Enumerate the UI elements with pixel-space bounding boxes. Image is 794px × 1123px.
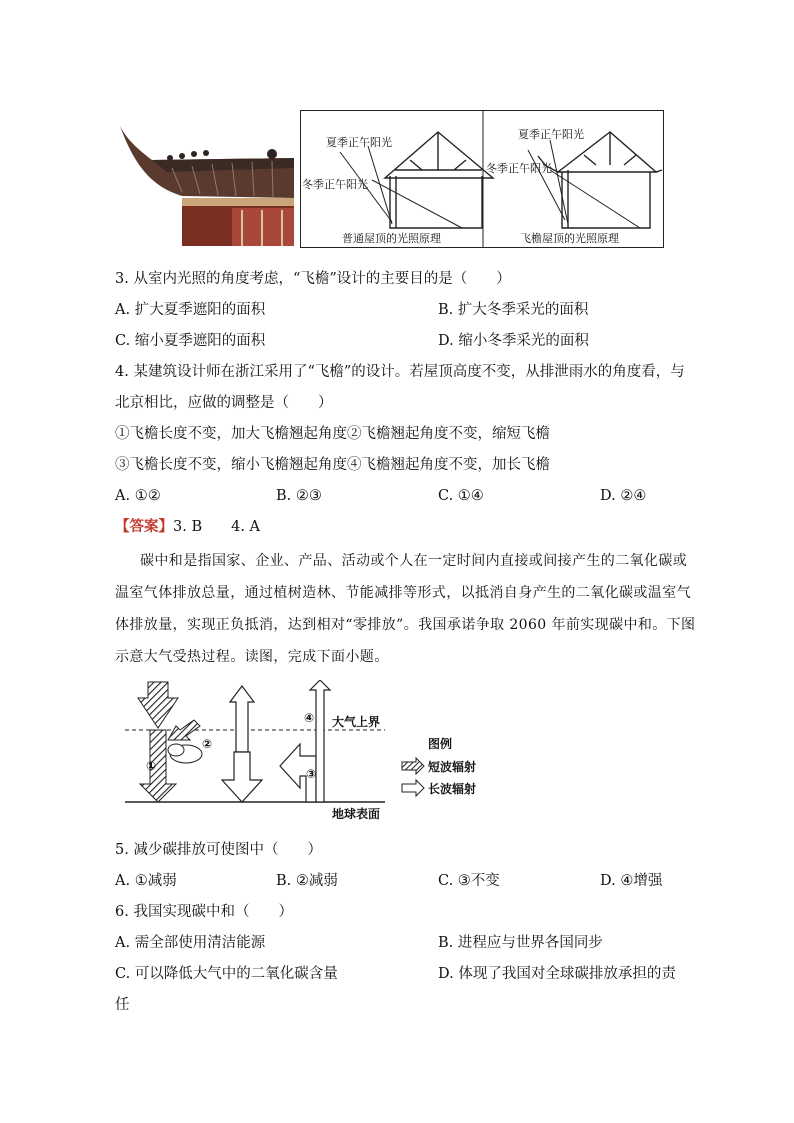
right-caption: 飞檐屋顶的光照原理 [520,232,619,245]
left-caption: 普通屋顶的光照原理 [342,232,441,245]
passage-line-4: 示意大气受热过程。读图，完成下面小题。 [115,649,389,665]
legend-short-wave: 短波辐射 [428,760,477,774]
q6-option-d-continued: 任 [115,997,130,1013]
legend-long-wave: 长波辐射 [428,782,477,796]
answer-line [115,517,260,537]
right-summer-label: 夏季正午阳光 [518,128,584,141]
earth-surface-label: 地球表面 [332,807,381,821]
q4-statements-1: ①飞檐长度不变，加大飞檐翘起角度②飞檐翘起角度不变，缩短飞檐 [115,426,550,442]
q6-stem: 6. 我国实现碳中和（ ） [115,904,293,920]
top-of-atmosphere-label: 大气上界 [332,715,381,729]
q6-option-a[interactable]: A. 需全部使用清洁能源 [115,935,266,951]
answer-text: 3. B 4. A [173,519,261,535]
q5-option-b[interactable]: B. ②减弱 [276,873,338,889]
q4-option-b[interactable]: B. ②③ [276,488,322,504]
short-wave-arrow-icon [402,758,424,774]
q3-option-b[interactable]: B. 扩大冬季采光的面积 [438,302,589,318]
marker-2: ② [202,737,213,751]
marker-4: ④ [304,711,315,725]
q4-stem: 4. 某建筑设计师在浙江采用了“飞檐”的设计。若屋顶高度不变，从排泄雨水的角度看，与 [115,364,685,380]
legend-title: 图例 [428,737,453,751]
long-wave-arrow-icon [402,780,424,796]
flying-eaves-photo [112,118,294,246]
q6-option-b[interactable]: B. 进程应与世界各国同步 [438,935,603,951]
q4-option-d[interactable]: D. ②④ [600,488,647,504]
q3-stem: 3. 从室内光照的角度考虑，“飞檐”设计的主要目的是（ ） [115,271,511,287]
q6-option-d[interactable]: D. 体现了我国对全球碳排放承担的责 [438,966,676,982]
left-winter-label: 冬季正午阳光 [302,178,368,191]
q5-option-a[interactable]: A. ①减弱 [115,873,177,889]
passage-line-2: 温室气体排放总量，通过植树造林、节能减排等形式，以抵消自身产生的二氧化碳或温室气 [115,585,691,601]
q4-stem-continued: 北京相比，应做的调整是（ ） [115,395,333,411]
q5-option-c[interactable]: C. ③不变 [438,873,500,889]
q3-option-a[interactable]: A. 扩大夏季遮阳的面积 [115,302,266,318]
marker-1: ① [146,759,157,773]
q5-stem: 5. 减少碳排放可使图中（ ） [115,842,322,858]
roof-lighting-diagram [300,110,664,248]
q6-option-c[interactable]: C. 可以降低大气中的二氧化碳含量 [115,966,338,982]
left-summer-label: 夏季正午阳光 [326,136,392,149]
right-winter-label: 冬季正午阳光 [486,162,552,175]
legend [400,735,500,805]
q4-statements-2: ③飞檐长度不变，缩小飞檐翘起角度④飞檐翘起角度不变，加长飞檐 [115,457,550,473]
marker-3: ③ [306,767,317,781]
q5-option-d[interactable]: D. ④增强 [600,873,663,889]
passage-line-3: 体排放量，实现正负抵消，达到相对“零排放”。我国承诺争取 2060 年前实现碳中和。下图 [115,617,696,633]
q4-option-a[interactable]: A. ①② [115,488,161,504]
q3-option-d[interactable]: D. 缩小冬季采光的面积 [438,333,589,349]
answer-tag: 【答案】 [115,518,173,535]
q4-option-c[interactable]: C. ①④ [438,488,484,504]
q3-option-c[interactable]: C. 缩小夏季遮阳的面积 [115,333,266,349]
passage-line-1: 碳中和是指国家、企业、产品、活动或个人在一定时间内直接或间接产生的二氧化碳或 [140,553,688,569]
